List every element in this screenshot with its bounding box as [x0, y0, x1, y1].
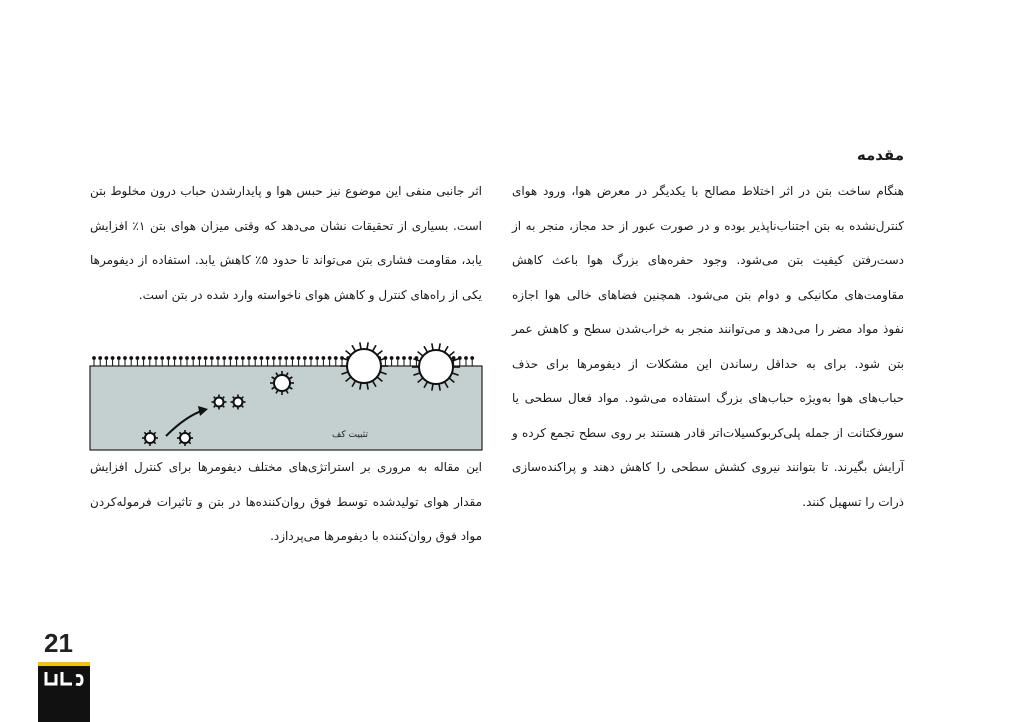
surfactant-head	[124, 357, 127, 360]
surfactant-head	[111, 357, 114, 360]
surfactant-head	[297, 357, 300, 360]
surfactant-head	[204, 357, 207, 360]
surfactant-head	[241, 357, 244, 360]
surfactant-head	[217, 357, 220, 360]
surfactant-head	[452, 357, 455, 360]
surfactant-head	[161, 357, 164, 360]
section-heading: مقدمه	[856, 146, 904, 164]
air-bubble	[212, 395, 227, 410]
surfactant-head	[471, 357, 474, 360]
surfactant-head	[322, 357, 325, 360]
surfactant-head	[390, 357, 393, 360]
surfactant-head	[186, 357, 189, 360]
surfactant-head	[179, 357, 182, 360]
surfactant-head	[409, 357, 412, 360]
surfactant-head	[328, 357, 331, 360]
surfactant-head	[316, 357, 319, 360]
surfactant-head	[93, 357, 96, 360]
surfactant-head	[229, 357, 232, 360]
air-bubble	[177, 430, 193, 446]
surfactant-head	[99, 357, 102, 360]
foam-stabilization-figure	[86, 330, 486, 452]
surfactant-head	[173, 357, 176, 360]
surfactant-head	[291, 357, 294, 360]
surfactant-head	[310, 357, 313, 360]
surfactant-head	[130, 357, 133, 360]
surfactant-head	[465, 357, 468, 360]
surfactant-head	[248, 357, 251, 360]
page-number: 21	[44, 628, 73, 658]
surfactant-head	[266, 357, 269, 360]
surfactant-head	[458, 357, 461, 360]
surfactant-head	[148, 357, 151, 360]
surfactant-head	[167, 357, 170, 360]
surfactant-head	[285, 357, 288, 360]
surfactant-head	[210, 357, 213, 360]
surfactant-head	[272, 357, 275, 360]
surfactant-head	[260, 357, 263, 360]
tab-accent-bar	[38, 662, 90, 666]
surfactant-head	[303, 357, 306, 360]
surfactant-layer	[93, 357, 474, 366]
surfactant-head	[142, 357, 145, 360]
logo-icon	[42, 668, 86, 690]
surfactant-head	[105, 357, 108, 360]
surfactant-head	[223, 357, 226, 360]
foam-figure-svg	[86, 330, 486, 452]
left-column-paragraph-bottom: این مقاله به مروری بر استراتژی‌های مختلف دیفومرها برای کنترل افزایش مقدار هوای تولیدشده توسط فوق روان‌کننده‌ها در بتن و تاثیرات فرموله‌کردن مواد فوق روان‌کننده با دیفومرها می‌پردازد.	[90, 460, 482, 543]
surfactant-head	[396, 357, 399, 360]
surfactant-head	[198, 357, 201, 360]
page-tab	[38, 662, 90, 722]
air-bubble	[231, 395, 246, 410]
figure-label: تثبیت کف	[332, 430, 368, 440]
surfactant-head	[279, 357, 282, 360]
surfactant-head	[155, 357, 158, 360]
surfactant-head	[117, 357, 120, 360]
surfactant-head	[136, 357, 139, 360]
air-bubble	[142, 430, 158, 446]
surfactant-head	[403, 357, 406, 360]
surfactant-head	[235, 357, 238, 360]
left-column-paragraph-top: اثر جانبی منفی این موضوع نیز حبس هوا و پایدارشدن حباب درون مخلوط بتن است. بسیاری از تحقیقات نشان می‌دهد که وقتی میزان هوای بتن ۱٪ افزایش یابد، مقاومت فشاری بتن می‌تواند تا حدود ۵٪ کاهش یابد. استفاده از دیفومرها یکی از راه‌های کنترل و کاهش هوای ناخواسته وارد شده در بتن است.	[90, 184, 482, 302]
surfactant-head	[254, 357, 257, 360]
right-column-paragraph: هنگام ساخت بتن در اثر اختلاط مصالح با یکدیگر در معرض هوا، ورود هوای کنترل‌نشده به بتن اجتناب‌ناپذیر بوده و در صورت عبور از حد مجاز، منجر به از دست‌رفتن کیفیت بتن می‌شود. وجود حفره‌های بزرگ هوا باعث کاهش مقاومت‌های مکانیکی و دوام بتن می‌شود. همچنین فضاهای خالی هوا اجازه نفوذ مواد مضر را می‌دهد و می‌توانند منجر به خراب‌شدن سطح و کاهش عمر بتن شود. برای به حداقل رساندن این مشکلات از دیفومرها برای حذف حباب‌های هوا به‌ویژه حباب‌های بزرگ استفاده می‌شود. مواد فعال سطحی یا سورفکتانت از جمله پلی‌کربوکسیلات‌اتر قادر هستند بر روی سطح تجمع کرده و آرایش بگیرند. تا بتوانند نیروی کشش سطحی را کاهش دهند و پراکنده‌سازی ذرات را تسهیل کنند.	[512, 184, 904, 509]
surfactant-head	[334, 357, 337, 360]
surfactant-head	[192, 357, 195, 360]
